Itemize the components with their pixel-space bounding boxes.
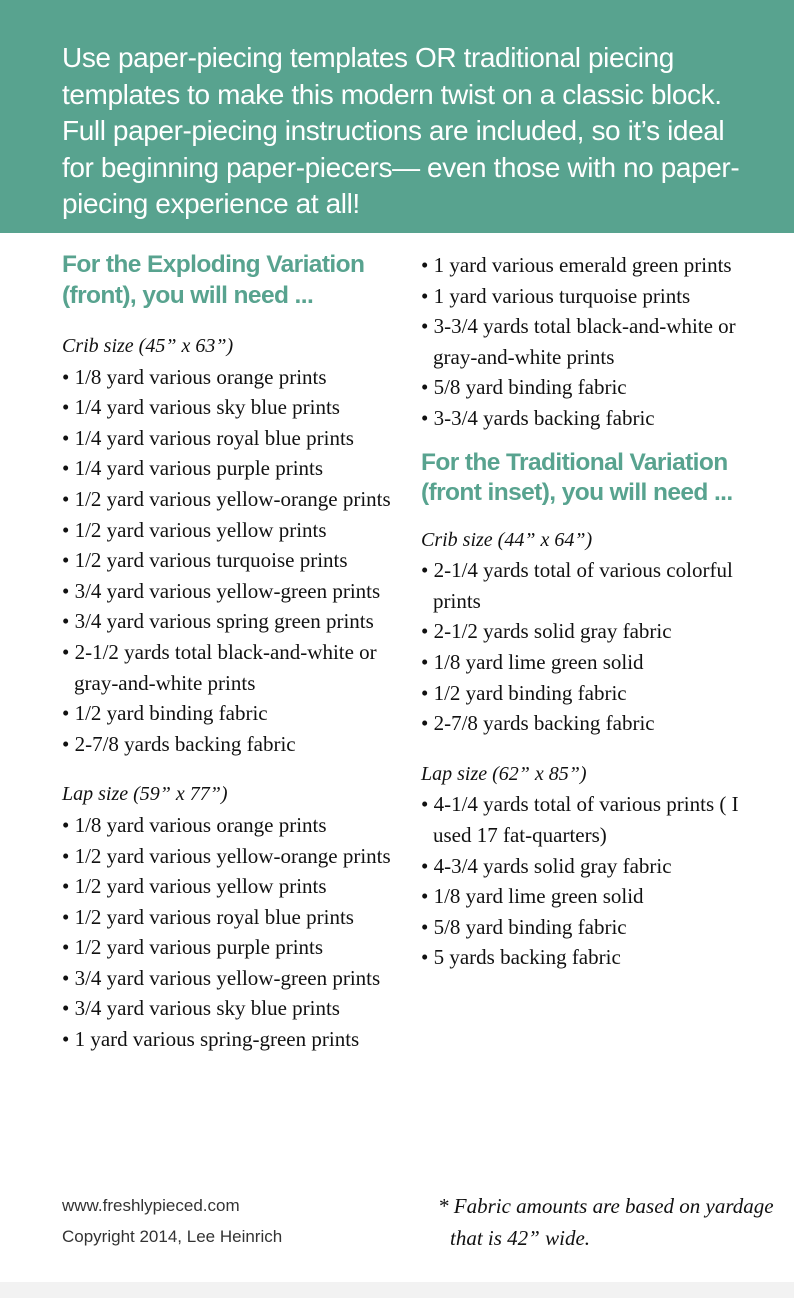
list-item: • 1/2 yard various yellow-orange prints (62, 486, 391, 511)
list-item: • 1/8 yard various orange prints (62, 812, 327, 837)
right-column (421, 250, 771, 973)
list-item: • 1/2 yard various yellow prints (62, 874, 327, 899)
list-item: • 1/2 yard various turquoise prints (62, 548, 348, 573)
bottom-strip (0, 1282, 794, 1298)
list-item: • 3-3/4 yards backing fabric (421, 405, 655, 430)
list-item: • 3-3/4 yards total black-and-white or gray-and-white prints (421, 314, 736, 369)
list-item: • 1/8 yard various orange prints (62, 364, 327, 389)
list-item: • 2-7/8 yards backing fabric (62, 731, 296, 756)
list-item: • 4-3/4 yards solid gray fabric (421, 853, 672, 878)
traditional-heading: For the Traditional Variation (front inset), you will need ... (421, 448, 733, 507)
exploding-crib-title: Crib size (45” x 63”) (62, 335, 234, 357)
list-item: • 1/2 yard various purple prints (62, 935, 324, 960)
website-link[interactable]: www.freshlypieced.com (62, 1196, 240, 1215)
list-item: • 1/2 yard various royal blue prints (62, 904, 354, 929)
exploding-heading: For the Exploding Variation (front), you will need ... (62, 251, 365, 309)
list-item: • 1/2 yard various yellow prints (62, 517, 327, 542)
list-item: • 1 yard various emerald green prints (421, 253, 732, 277)
list-item: • 1/8 yard lime green solid (421, 884, 644, 909)
list-item: • 3/4 yard various spring green prints (62, 609, 374, 634)
left-column (62, 250, 412, 1055)
list-item: • 1/4 yard various purple prints (62, 456, 324, 481)
list-item: • 2-1/2 yards solid gray fabric (421, 619, 672, 644)
list-item: • 3/4 yard various yellow-green prints (62, 965, 381, 990)
exploding-lap-list-left (62, 810, 412, 1055)
list-item: • 5 yards backing fabric (421, 945, 621, 970)
fabric-note: * Fabric amounts are based on yardage that is 42” wide. (438, 1194, 774, 1250)
list-item: • 5/8 yard binding fabric (421, 375, 627, 400)
list-item: • 3/4 yard various yellow-green prints (62, 578, 381, 603)
intro-banner (0, 0, 794, 233)
traditional-lap-list (421, 789, 771, 973)
list-item: • 1/8 yard lime green solid (421, 649, 644, 674)
traditional-lap-title: Lap size (62” x 85”) (421, 762, 587, 785)
list-item: • 2-7/8 yards backing fabric (421, 711, 655, 736)
list-item: • 1/4 yard various royal blue prints (62, 425, 354, 450)
list-item: • 1 yard various spring-green prints (62, 1027, 360, 1052)
list-item: • 4-1/4 yards total of various prints ( I used 17 fat-quarters) (421, 792, 739, 847)
copyright-text: Copyright 2014, Lee Heinrich (62, 1227, 283, 1246)
list-item: • 1/4 yard various sky blue prints (62, 395, 340, 420)
exploding-crib-list (62, 362, 412, 760)
list-item: • 1/2 yard binding fabric (62, 701, 268, 726)
list-item: • 3/4 yard various sky blue prints (62, 996, 340, 1021)
traditional-crib-title: Crib size (44” x 64”) (421, 528, 593, 551)
list-item: • 1/2 yard binding fabric (421, 680, 627, 705)
exploding-lap-title: Lap size (59” x 77”) (62, 783, 228, 806)
list-item: • 1 yard various turquoise prints (421, 283, 691, 308)
list-item: • 2-1/2 yards total black-and-white or gray-and-white prints (62, 639, 377, 695)
traditional-crib-list (421, 555, 771, 739)
list-item: • 5/8 yard binding fabric (421, 914, 627, 939)
list-item: • 2-1/4 yards total of various colorful prints (421, 558, 733, 613)
intro-text: Use paper-piecing templates OR traditional piecing templates to make this modern twist on a classic block. Full paper-piecing instructions are included, so it’s ideal for beginning paper-piecers— even those with no paper-piecing experience at all! (62, 42, 740, 220)
footer-credits (62, 1190, 282, 1252)
exploding-lap-list-right (421, 250, 771, 434)
list-item: • 1/2 yard various yellow-orange prints (62, 843, 391, 868)
